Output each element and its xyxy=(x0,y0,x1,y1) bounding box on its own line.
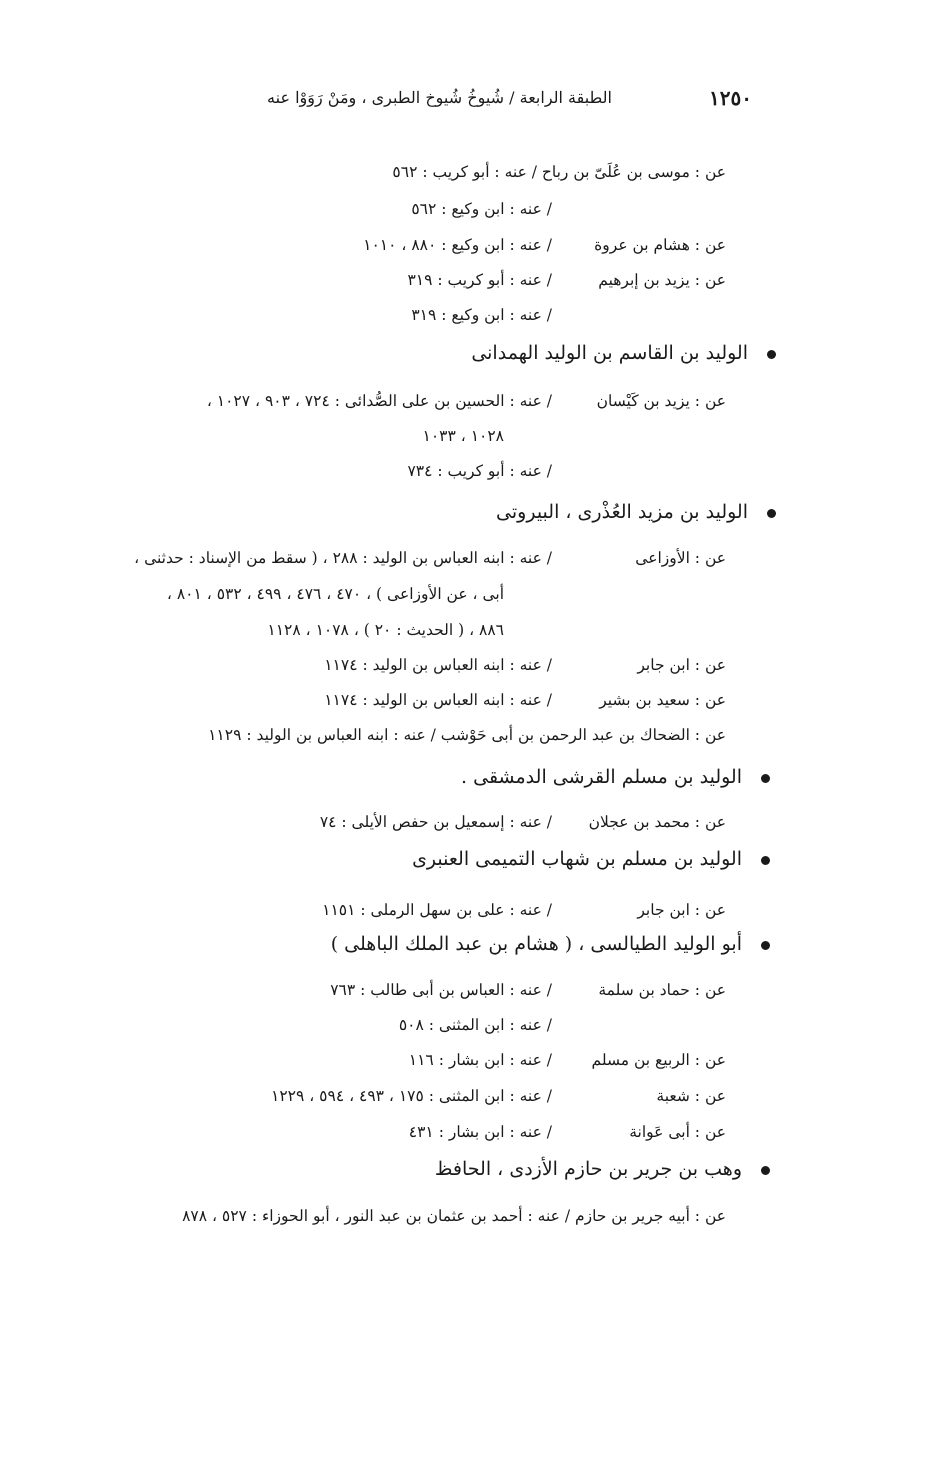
text-line: / عنه : ابنه العباس بن الوليد : ٢٨٨ ، ( سقط من الإسناد : حدثنى ، xyxy=(134,549,552,567)
text-line: / عنه : ابن المثنى : ٥٠٨ xyxy=(398,1016,552,1034)
text-line: أبى ، عن الأوزاعى ) ، ٤٧٠ ، ٤٧٦ ، ٤٩٩ ، ٥٣٢ ، ٨٠١ ، xyxy=(166,585,504,603)
entry-title: أبو الوليد الطيالسى ، ( هشام بن عبد الملك الباهلى ) xyxy=(330,933,742,955)
text-line: / عنه : ابنه العباس بن الوليد : ١١٧٤ xyxy=(324,656,552,674)
text-line: / عنه : أبو كريب : ٣١٩ xyxy=(407,271,552,289)
text-line: عن : هشام بن عروة xyxy=(594,236,726,254)
text-line: / عنه : ابنه العباس بن الوليد : ١١٧٤ xyxy=(324,691,552,709)
text-line: عن : يزيد بن إبرهيم xyxy=(598,271,726,289)
text-line: ٨٨٦ ، ( الحديث : ٢٠ ) ، ١٠٧٨ ، ١١٢٨ xyxy=(267,621,504,639)
text-line: / عنه : ابن وكيع : ٣١٩ xyxy=(411,306,552,324)
text-line: عن : موسى بن عُلَىّ بن رباح / عنه : أبو كريب : ٥٦٢ xyxy=(392,163,726,181)
entry-title: وهب بن جرير بن حازم الأزدى ، الحافظ xyxy=(434,1158,742,1180)
text-line: / عنه : العباس بن أبى طالب : ٧٦٣ xyxy=(330,981,552,999)
text-line: / عنه : أبو كريب : ٧٣٤ xyxy=(407,462,552,480)
page-number: ١٢٥٠ xyxy=(709,86,752,110)
text-line: عن : أبى عَوانة xyxy=(629,1123,726,1141)
bullet-icon xyxy=(761,774,770,783)
text-line: عن : الضحاك بن عبد الرحمن بن أبى حَوْشب / عنه : ابنه العباس بن الوليد : ١١٢٩ xyxy=(208,726,726,744)
text-line: عن : سعيد بن بشير xyxy=(599,691,726,709)
entry-title: الوليد بن مزيد العُذْرى ، البيروتى xyxy=(496,501,748,523)
bullet-icon xyxy=(761,941,770,950)
text-line: عن : حماد بن سلمة xyxy=(598,981,726,999)
text-line: عن : الربيع بن مسلم xyxy=(591,1051,726,1069)
entry-title: الوليد بن مسلم بن شهاب التميمى العنبرى xyxy=(412,848,742,870)
text-line: عن : يزيد بن كَيْسان xyxy=(596,392,726,410)
text-line: / عنه : الحسين بن على الصُّدائى : ٧٢٤ ، ٩٠٣ ، ١٠٢٧ ، xyxy=(206,392,552,410)
bullet-icon xyxy=(761,1166,770,1175)
text-line: عن : شعبة xyxy=(656,1087,726,1105)
running-title: الطبقة الرابعة / شُيوخُ شُيوخ الطبرى ، ومَنْ رَوَوْا عنه xyxy=(267,88,612,107)
entry-title: الوليد بن مسلم القرشى الدمشقى . xyxy=(461,766,742,788)
text-line: / عنه : على بن سهل الرملى : ١١٥١ xyxy=(322,901,552,919)
text-line: / عنه : ابن المثنى : ١٧٥ ، ٤٩٣ ، ٥٩٤ ، ١٢٢٩ xyxy=(271,1087,552,1105)
text-line: / عنه : ابن بشار : ٤٣١ xyxy=(408,1123,552,1141)
text-line: / عنه : ابن بشار : ١١٦ xyxy=(408,1051,552,1069)
bullet-icon xyxy=(767,509,776,518)
bullet-icon xyxy=(767,350,776,359)
text-line: عن : محمد بن عجلان xyxy=(588,813,726,831)
bullet-icon xyxy=(761,856,770,865)
text-line: عن : ابن جابر xyxy=(637,901,726,919)
text-line: / عنه : ابن وكيع : ٨٨٠ ، ١٠١٠ xyxy=(363,236,552,254)
text-line: عن : ابن جابر xyxy=(637,656,726,674)
entry-title: الوليد بن القاسم بن الوليد الهمدانى xyxy=(471,342,748,364)
text-line: / عنه : إسمعيل بن حفص الأيلى : ٧٤ xyxy=(319,813,552,831)
text-line: عن : الأوزاعى xyxy=(635,549,726,567)
text-line: ١٠٢٨ ، ١٠٣٣ xyxy=(422,427,504,445)
text-line: / عنه : ابن وكيع : ٥٦٢ xyxy=(411,200,552,218)
text-line: عن : أبيه جرير بن حازم / عنه : أحمد بن عثمان بن عبد النور ، أبو الحوزاء : ٥٢٧ ، ٨٧٨ xyxy=(182,1207,726,1225)
